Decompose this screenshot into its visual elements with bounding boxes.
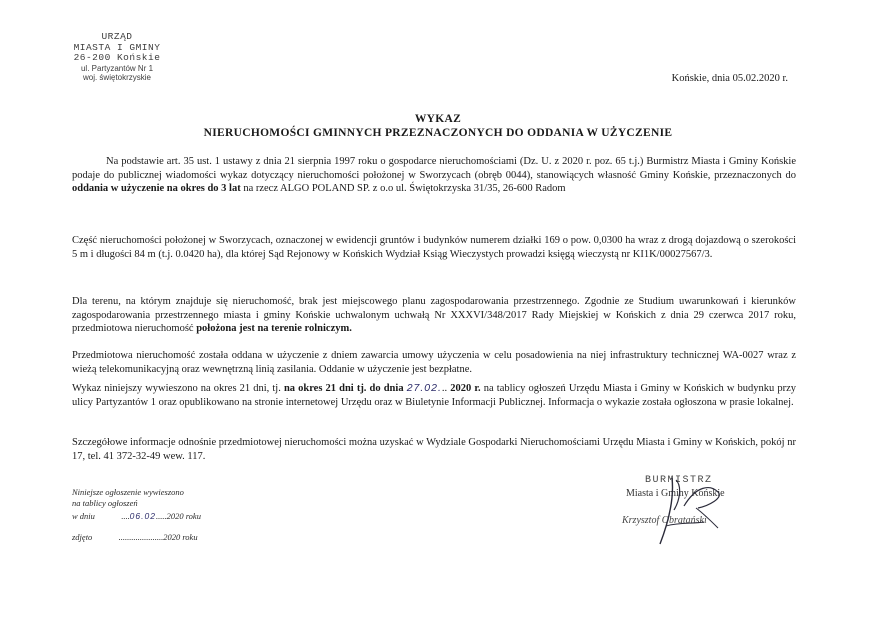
stamp-line-4: ul. Partyzantów Nr 1 — [80, 63, 154, 73]
signature-subtitle: Miasta i Gminy Końskie — [626, 488, 725, 499]
signature-name: Krzysztof Obratański — [622, 515, 707, 526]
stamp-line-3: 26-200 Końskie — [73, 52, 161, 63]
footnote-posted-label: w dniu — [72, 511, 95, 521]
p3-text-bold: położona jest na terenie rolniczym. — [196, 323, 352, 334]
p5-dots-2: .. — [441, 383, 451, 394]
paragraph-zoning — [72, 295, 796, 336]
paragraph-property-description: Część nieruchomości położonej w Sworzycach, oznaczonej w ewidencji gruntów i budynków numerem działki 169 o pow. 0,0300 ha wraz z drogą dojazdową o szerokości 5 m i długości 84 m (t.j. 0.0420 ha), dla której Sąd Rejonowy w Końskich Wydział Ksiąg Wieczystych prowadzi księgą wieczystą nr KI1K/00027567/3. — [72, 235, 796, 260]
footnote-line-3 — [72, 511, 201, 522]
stamp-line-2: MIASTA I GMINY — [73, 41, 161, 53]
p1-text-a: Na podstawie art. 35 ust. 1 ustawy z dnia 21 sierpnia 1997 roku o gospodarce nieruchomościami (Dz. U. z 2020 r. poz. 65 t.j.) Burmistrz Miasta i Gminy Końskie podaje do publicznej wiadomości wykaz dotyczący nieruchomości położonej w Sworzycach (obręb 0044), stanowiących własność Gminy Końskie, przeznaczonych do — [72, 156, 796, 181]
handwritten-signature-icon — [600, 466, 780, 552]
paragraph-purpose: Przedmiotowa nieruchomość została oddana w użyczenie z dniem zawarcia umowy użyczenia w celu posadowienia na niej infrastruktury technicznej WA-0027 wraz z wieżą telekomunikacyjną oraz wewnętrzną linią zasilania. Oddanie w użyczenie jest bezpłatne. — [72, 350, 796, 375]
stamp-line-5: woj. świętokrzyskie — [82, 73, 151, 82]
office-stamp — [57, 32, 177, 83]
stamp-line-1: URZĄD — [101, 31, 133, 42]
p5-text-d: na tablicy ogłoszeń Urzędu Miasta i Gminy w Końskich w budynku przy ulicy Partyzantów 1 oraz opublikowano na stronie internetowej Urzędu oraz w Biuletynie Informacji Publicznej. Informacja o wykazie została ogłoszona w prasie lokalnej. — [72, 383, 797, 408]
footnote-line-4 — [72, 532, 201, 543]
paragraph-contact-info: Szczegółowe informacje odnośnie przedmiotowej nieruchomości można uzyskać w Wydziale Gospodarki Nieruchomościami Urzędu Miasta i Gminy w Końskich, pokój nr 17, tel. 41 372-32-49 wew. 117. — [72, 437, 796, 462]
footnote-line-1: Niniejsze ogłoszenie wywieszono — [72, 487, 184, 497]
footnote-posted-date: 06.02 — [129, 511, 156, 521]
footnote-removed-dots: .....................2020 roku — [118, 532, 198, 542]
p1-text-c: na rzecz ALGO POLAND SP. z o.o ul. Świętokrzyska 31/35, 26-600 Radom — [240, 183, 566, 194]
paragraph-posting-period — [72, 382, 796, 409]
document-title: WYKAZ — [414, 113, 462, 125]
p5-handwritten-date: 27.02. — [406, 382, 442, 394]
paragraph-legal-basis — [72, 155, 796, 196]
p3-text-a: Dla terenu, na którym znajduje się nieruchomość, brak jest miejscowego planu zagospodarowania przestrzennego. Zgodnie ze Studium uwarunkowań i kierunków zagospodarowania przestrzennego miasta i gminy Końskie uchwalonym uchwałą Nr XXXVI/348/2017 Rady Miejskiej w Końskich z dnia 29 czerwca 2017 roku, przedmiotowa nieruchomość — [72, 296, 796, 334]
p5-text-a: Wykaz niniejszy wywieszono na okres 21 dni, tj. — [72, 383, 284, 394]
document-subtitle: NIERUCHOMOŚCI GMINNYCH PRZEZNACZONYCH DO ODDANIA W UŻYCZENIE — [203, 127, 673, 139]
p5-year-bold: 2020 r. — [450, 383, 481, 394]
mayor-signature-block — [600, 466, 780, 552]
posting-footnote — [72, 487, 201, 543]
signature-title: BURMISTRZ — [645, 475, 713, 486]
footnote-posted-dots: .... — [121, 511, 130, 521]
footnote-removed-label: zdjęto — [72, 532, 93, 542]
date-line: Końskie, dnia 05.02.2020 r. — [671, 73, 788, 84]
footnote-line-2: na tablicy ogłoszeń — [72, 498, 138, 508]
p1-text-bold: oddania w użyczenie na okres do 3 lat — [72, 183, 241, 194]
p5-text-bold: na okres 21 dni tj. do dnia — [283, 383, 404, 394]
footnote-posted-suffix: .....2020 roku — [155, 511, 201, 521]
